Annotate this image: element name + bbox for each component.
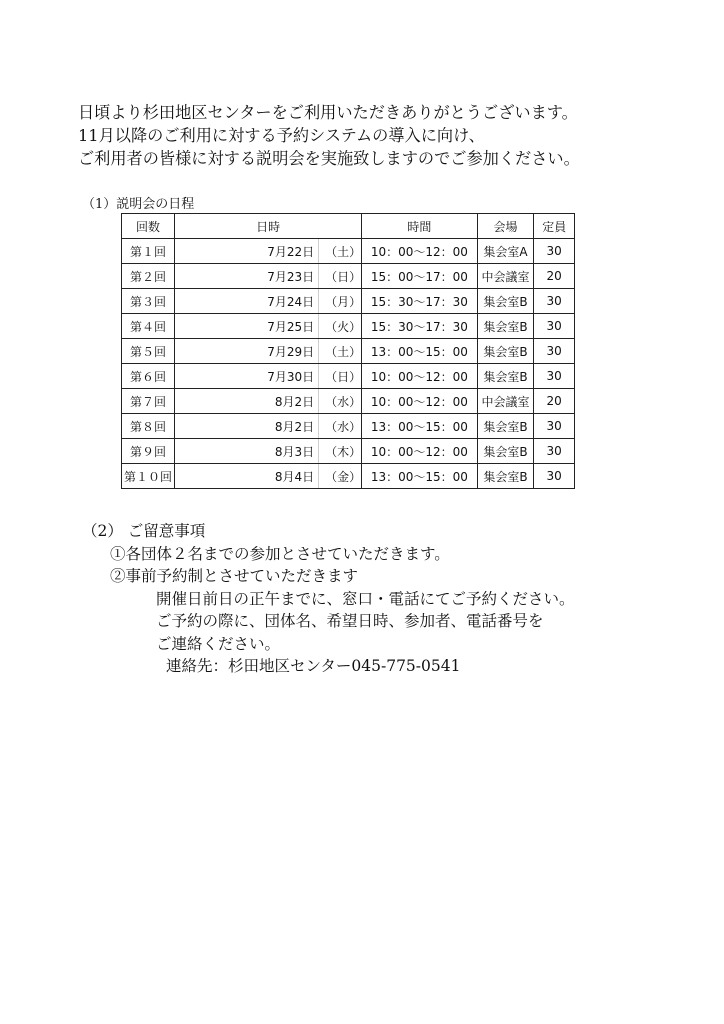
session-date [175,314,362,339]
session-number: 第３回 [122,289,175,314]
date-text: 8月2日 [274,419,315,434]
session-venue: 集会室B [477,414,534,439]
session-time: 10：00～12：00 [362,364,477,389]
note-item-2: ②事前予約制とさせていただきます [110,567,359,585]
section1-title: （1）説明会の日程 [82,197,195,212]
session-time: 13：00～15：00 [362,414,477,439]
session-date [175,364,362,389]
header-date: 日時 [175,214,362,239]
session-number: 第９回 [122,439,175,464]
session-date [175,289,362,314]
session-number: 第４回 [122,314,175,339]
table-body [122,239,575,489]
header-venue: 会場 [477,214,534,239]
weekday-text: （水） [325,419,362,434]
session-number: 第１回 [122,239,175,264]
weekday-text: （月） [325,294,362,309]
session-date [175,414,362,439]
table-row [122,314,575,339]
table-row [122,439,575,464]
session-capacity: 30 [534,439,575,464]
date-text: 7月25日 [267,319,315,334]
session-date [175,339,362,364]
session-time: 10：00～12：00 [362,389,477,414]
session-venue: 集会室B [477,314,534,339]
session-number: 第８回 [122,414,175,439]
session-capacity: 30 [534,414,575,439]
session-time: 15：00～17：00 [362,264,477,289]
header-count: 回数 [122,214,175,239]
session-capacity: 20 [534,264,575,289]
table-row [122,464,575,489]
table-row [122,389,575,414]
session-time: 10：00～12：00 [362,439,477,464]
session-capacity: 30 [534,464,575,489]
session-time: 13：00～15：00 [362,464,477,489]
session-date [175,239,362,264]
date-text: 7月23日 [267,269,315,284]
session-venue: 集会室B [477,364,534,389]
intro-line: 日頃より杉田地区センターをご利用いただきありがとうございます。 [78,103,578,122]
weekday-text: （木） [325,444,362,459]
session-venue: 集会室A [477,239,534,264]
session-date [175,264,362,289]
table-row [122,239,575,264]
session-number: 第６回 [122,364,175,389]
note-detail-line: ご連絡ください。 [156,634,281,653]
weekday-text: （金） [325,469,362,484]
date-text: 8月2日 [274,394,315,409]
session-date [175,389,362,414]
weekday-text: （日） [325,369,362,384]
contact-line: 連絡先：杉田地区センター045-775-0541 [166,657,461,675]
session-capacity: 30 [534,289,575,314]
table-row [122,264,575,289]
session-number: 第７回 [122,389,175,414]
session-venue: 集会室B [477,289,534,314]
weekday-text: （水） [325,394,362,409]
section2-title: （2） ご留意事項 [82,522,206,540]
intro-line: 11月以降のご利用に対する予約システムの導入に向け、 [78,126,485,145]
date-text: 8月3日 [274,444,315,459]
session-number: 第１０回 [122,464,175,489]
session-date [175,464,362,489]
session-venue: 集会室B [477,339,534,364]
weekday-text: （土） [325,244,362,259]
session-venue: 中会議室 [477,389,534,414]
date-text: 7月30日 [267,369,315,384]
table-row [122,414,575,439]
session-time: 10：00～12：00 [362,239,477,264]
date-text: 7月24日 [267,294,315,309]
header-capacity: 定員 [534,214,575,239]
session-capacity: 30 [534,239,575,264]
session-capacity: 20 [534,389,575,414]
session-time: 15：30～17：30 [362,289,477,314]
date-text: 7月22日 [267,244,315,259]
session-time: 15：30～17：30 [362,314,477,339]
intro-paragraph [78,101,580,170]
session-venue: 集会室B [477,439,534,464]
table-row [122,364,575,389]
date-text: 7月29日 [267,344,315,359]
note-detail-line: ご予約の際に、団体名、希望日時、参加者、電話番号を [156,612,544,630]
header-time: 時間 [362,214,477,239]
session-capacity: 30 [534,314,575,339]
session-capacity: 30 [534,339,575,364]
note-item-1: ①各団体２名までの参加とさせていただきます。 [110,544,450,563]
session-number: 第２回 [122,264,175,289]
session-date [175,439,362,464]
weekday-text: （土） [325,344,362,359]
intro-line: ご利用者の皆様に対する説明会を実施致しますのでご参加ください。 [78,149,580,168]
session-number: 第５回 [122,339,175,364]
section2 [82,520,575,678]
table-header-row [122,214,575,239]
session-capacity: 30 [534,364,575,389]
date-text: 8月4日 [274,469,315,484]
weekday-text: （日） [325,269,362,284]
weekday-text: （火） [325,319,362,334]
schedule-table [121,213,575,489]
session-time: 13：00～15：00 [362,339,477,364]
table-row [122,339,575,364]
session-venue: 集会室B [477,464,534,489]
note-detail-line: 開催日前日の正午までに、窓口・電話にてご予約ください。 [156,589,575,608]
session-venue: 中会議室 [477,264,534,289]
table-row [122,289,575,314]
